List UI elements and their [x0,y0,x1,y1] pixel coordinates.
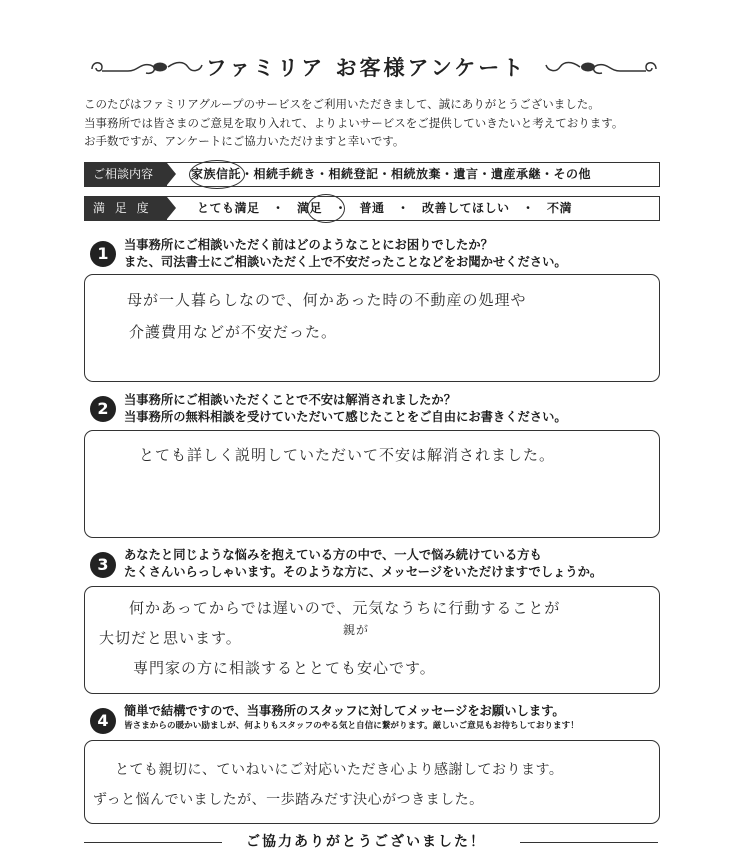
question-text: 簡単で結構ですので、当事務所のスタッフに対してメッセージをお願いします。 [124,704,565,718]
answer-line: とても詳しく説明していただいて不安は解消されました。 [139,446,556,464]
right-ornament-icon [540,57,660,79]
answer-line: 介護費用などが不安だった。 [129,323,338,341]
question-text: 当事務所にご相談いただくことで不安は解消されましたか？ 当事務所の無料相談を受けていただいて感じたことをご自由にお書きください。 [124,393,567,424]
footer-divider-right [520,842,658,843]
answer-line: とても親切に、ていねいにご対応いただき心より感謝しております。 [115,762,564,778]
question-subtext: 皆さまからの暖かい励ましが、何よりもスタッフのやる気と自信に繋がります。厳しいご意見もお待ちしております！ [124,721,579,731]
answer-line: 母が一人暮らしなので、何かあった時の不動産の処理や [127,291,527,309]
answer-line: 大切だと思います。 [99,629,242,647]
answer-box [84,430,660,538]
arrow-icon [167,163,176,185]
insert-note: 親が [343,623,370,637]
answer-line: ずっと悩んでいましたが、一歩踏みだす決心がつきました。 [93,792,484,808]
question-text: 当事務所にご相談いただく前はどのようなことにお困りでしたか？ また、司法書士にご相談いただく上で不安だったことなどをお聞かせください。 [124,238,567,269]
intro-text: このたびはファミリアグループのサービスをご利用いただきまして、誠にありがとうございました。 当事務所では皆さまのご意見を取り入れて、よりよいサービスをご提供していきたいと考えております。 お手数ですが、アンケートにご協力いただけますと幸いです。 [84,97,624,148]
consult-circle-mark [189,160,245,189]
page-title: ファミリア お客様アンケート [205,56,527,80]
answer-box [84,274,660,382]
answer-line: 何かあってからでは遅いので、元気なうちに行動することが [129,599,561,617]
consult-row [84,162,660,187]
arrow-icon [167,197,176,219]
satisfaction-label: 満 足 度 [85,197,167,220]
question-number: 3 [90,552,116,578]
question-text: あなたと同じような悩みを抱えている方の中で、一人で悩み続けている方も たくさんいらっしゃいます。そのような方に、メッセージをいただけますでしょうか。 [124,548,603,579]
answer-box [84,586,660,694]
footer-thanks: ご協力ありがとうございました！ [246,834,486,850]
question-number: 4 [90,708,116,734]
question-number: 2 [90,396,116,422]
consult-options: 家族信託・相続手続き・相続登記・相続放棄・遺言・遺産承継・その他 [191,167,592,181]
question-number: 1 [90,241,116,267]
answer-box [84,740,660,824]
satisfaction-options: とても満足 ・ 満足 ・ 普通 ・ 改善してほしい ・ 不満 [197,201,573,215]
satisfaction-row [84,196,660,221]
answer-line: 専門家の方に相談するととても安心です。 [133,659,436,677]
satisfaction-circle-mark [307,194,345,223]
consult-label: ご相談内容 [85,163,167,186]
